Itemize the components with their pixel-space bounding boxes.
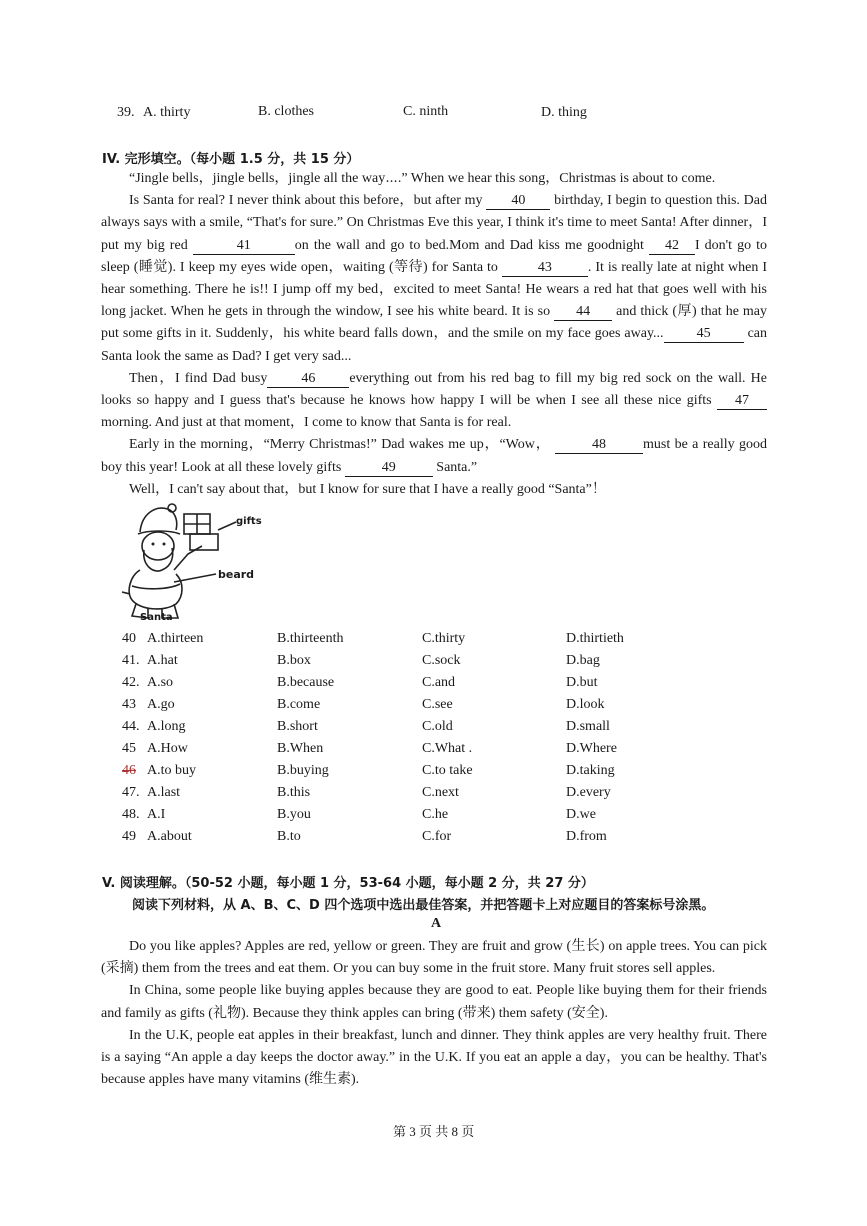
page-footer: 第 3 页 共 8 页 <box>393 1124 475 1139</box>
passage-text: I don't go to sleep (睡觉). I keep my eyes wide open，waiting (等待) for Santa to <box>101 237 768 275</box>
option-b: B.short <box>277 719 318 734</box>
q39-option-d: D. thing <box>541 105 587 120</box>
passage-text: morning. And just at that moment，I come to know that Santa is for real. <box>101 415 512 431</box>
option-a: A.to buy <box>147 763 196 778</box>
passage-label: A <box>431 916 442 931</box>
option-b: B.you <box>277 807 311 822</box>
passage-text: must be a really good boy this year! Look at all these lovely gifts <box>101 437 767 475</box>
blank-44: 44 <box>554 304 612 321</box>
question-number: 44. <box>122 719 140 734</box>
option-c: C.sock <box>422 653 461 668</box>
option-a: A.so <box>147 675 174 690</box>
santa-illustration <box>118 500 268 626</box>
option-c: C.old <box>422 719 453 734</box>
option-c: C.thirty <box>422 631 466 646</box>
q39-option-c: C. ninth <box>403 104 449 119</box>
section-5-instruction: 阅读下列材料，从 A、B、C、D 四个选项中选出最佳答案，并把答题卡上对应题目的答案标号涂黑。 <box>132 898 715 913</box>
question-number: 45 <box>122 741 136 756</box>
option-a: A.long <box>147 719 186 734</box>
passage-paragraph-2 <box>101 190 767 368</box>
option-d: D.thirtieth <box>566 631 624 646</box>
reading-paragraph-1: Do you like apples? Apples are red, yellow or green. They are fruit and grow (生长) on apple trees. You can pick (采摘) them from the trees and eat them. Or you can buy some in the fruit store. Many fruit stores sell apples. <box>101 939 767 977</box>
option-b: B.because <box>277 675 335 690</box>
option-d: D.but <box>566 675 598 690</box>
reading-paragraph-3: In the U.K, people eat apples in their breakfast, lunch and dinner. They think apples are very healthy fruit. There is a saying “An apple a day keeps the doctor away.” in the U.K. If you eat an apple a day，you can be healthy. That's because apples have many vitamins (维生素). <box>101 1027 767 1088</box>
section-5-title: V. 阅读理解。（50-52 小题，每小题 1 分，53-64 小题，每小题 2 分，共 27 分） <box>102 876 594 891</box>
label-gifts: gifts <box>236 516 262 527</box>
option-a: A.go <box>147 697 175 712</box>
passage-text: can Santa look the same as Dad? I get very sad... <box>101 326 767 364</box>
option-d: D.from <box>566 829 607 844</box>
option-c: C.next <box>422 785 459 800</box>
option-a: A.I <box>147 807 166 822</box>
option-a: A.How <box>147 741 188 756</box>
cloze-passage <box>101 168 767 501</box>
option-d: D.every <box>566 785 611 800</box>
passage-text: on the wall and go to bed.Mom and Dad kiss me goodnight <box>294 237 644 253</box>
option-a: A.thirteen <box>147 631 204 646</box>
blank-45: 45 <box>664 326 744 343</box>
option-c: C.see <box>422 697 453 712</box>
blank-49: 49 <box>345 460 433 477</box>
reading-passage-a <box>101 936 767 1091</box>
question-number: 48. <box>122 807 140 822</box>
passage-paragraph-1: “Jingle bells，jingle bells，jingle all the way⋯.” When we hear this song，Christmas is about to come. <box>129 171 716 186</box>
label-beard: beard <box>218 568 255 581</box>
q39-option-a: A. thirty <box>143 105 191 120</box>
reading-paragraph-2: In China, some people like buying apples because they are good to eat. People like buying them for their friends and family as gifts (礼物). Because they think apples can bring (带来) them safety (安全). <box>101 983 767 1021</box>
option-b: B.thirteenth <box>277 631 344 646</box>
option-c: C.he <box>422 807 449 822</box>
passage-paragraph-4 <box>101 434 767 478</box>
option-c: C.What . <box>422 741 473 756</box>
passage-paragraph-3 <box>101 368 767 435</box>
blank-40: 40 <box>486 193 550 210</box>
blank-48: 48 <box>555 437 643 454</box>
option-a: A.last <box>147 785 181 800</box>
passage-text: and thick (厚) that he may put some gifts in it. Suddenly，his white beard falls down，and the smile on my face goes away... <box>101 304 768 342</box>
question-number: 41. <box>122 653 140 668</box>
option-b: B.box <box>277 653 311 668</box>
question-number: 46 <box>122 763 136 778</box>
passage-text: Is Santa for real? I never think about this before，but after my <box>129 193 483 209</box>
option-d: D.Where <box>566 741 617 756</box>
blank-42: 42 <box>649 238 695 255</box>
blank-43: 43 <box>502 260 588 277</box>
option-d: D.taking <box>566 763 615 778</box>
option-b: B.to <box>277 829 301 844</box>
option-c: C.and <box>422 675 456 690</box>
option-a: A.hat <box>147 653 178 668</box>
option-d: D.bag <box>566 653 600 668</box>
blank-41: 41 <box>193 238 295 255</box>
q39-option-b: B. clothes <box>258 104 314 119</box>
question-number: 47. <box>122 785 140 800</box>
option-c: C.to take <box>422 763 473 778</box>
question-number: 42. <box>122 675 140 690</box>
option-b: B.come <box>277 697 321 712</box>
option-b: B.buying <box>277 763 329 778</box>
option-d: D.small <box>566 719 610 734</box>
option-d: D.we <box>566 807 596 822</box>
question-number: 40 <box>122 631 136 646</box>
label-santa: Santa <box>140 612 173 623</box>
q39-number: 39. <box>117 105 135 120</box>
passage-text: everything out from his red bag to fill my big red sock on the wall. He looks so happy and I guess that's because he knows how happy I will be when I see all these nice gifts <box>101 370 767 409</box>
passage-text: Santa.” <box>436 459 478 475</box>
passage-text: Then，I find Dad busy <box>129 370 268 386</box>
passage-text: birthday, I begin to question this. Dad always says with a smile, “That's for sure.” On Christmas Eve this year, I think it's time to meet Santa! After dinner，I put my big red <box>101 193 768 253</box>
option-b: B.When <box>277 741 324 756</box>
blank-46: 46 <box>267 371 349 388</box>
question-number: 49 <box>122 829 136 844</box>
question-number: 43 <box>122 697 136 712</box>
option-a: A.about <box>147 829 192 844</box>
option-b: B.this <box>277 785 311 800</box>
passage-text: . It is really late at night when I hear something. There he is!! I jump off my bed，excited to meet Santa! He wears a red hat that goes well with his long jacket. When he gets in through the window, I see his white beard. It is so <box>101 259 768 320</box>
passage-text: Early in the morning，“Merry Christmas!” Dad wakes me up，“Wow， <box>129 437 551 453</box>
passage-paragraph-5: Well，I can't say about that，but I know for sure that I have a really good “Santa”！ <box>129 481 606 497</box>
option-d: D.look <box>566 697 605 712</box>
section-4-title: IV. 完形填空。（每小题 1.5 分，共 15 分） <box>102 152 360 167</box>
blank-47: 47 <box>717 393 767 410</box>
option-c: C.for <box>422 829 452 844</box>
